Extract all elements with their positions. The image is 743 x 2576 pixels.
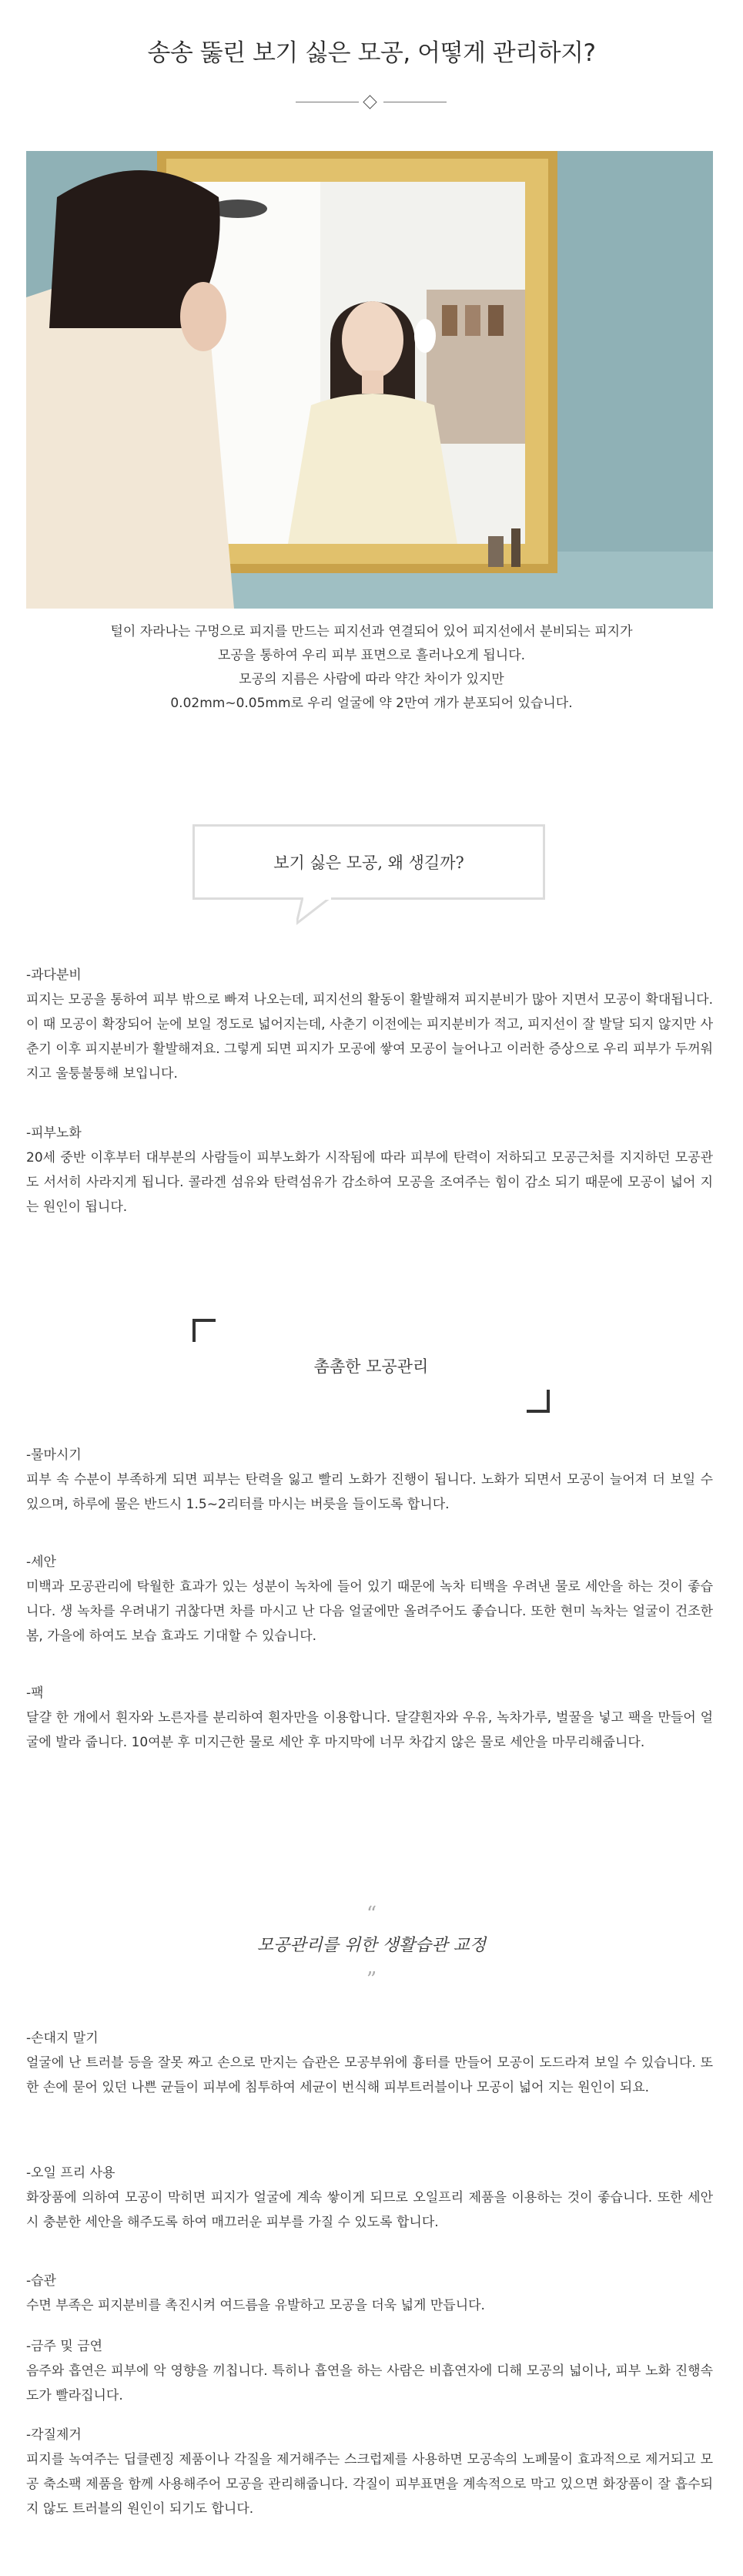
woman-mirror-illustration [26, 151, 713, 609]
cause-block [26, 963, 713, 1086]
care-block [26, 1681, 713, 1755]
corner-bracket-bottom-right [527, 1390, 550, 1413]
intro-line: 털이 자라나는 구멍으로 피지를 만드는 피지선과 연결되어 있어 피지선에서 분비되는 피지가 [110, 624, 633, 639]
habit-heading: -손대지 말기 [26, 2031, 99, 2046]
title-divider [296, 95, 447, 110]
habit-block [26, 2269, 713, 2318]
habit-block [26, 2423, 713, 2521]
section-heading-causes: 보기 싫은 모공, 왜 생길까? [273, 854, 464, 872]
care-heading: -물마시기 [26, 1447, 82, 1463]
cause-block [26, 1121, 713, 1219]
care-body: 피부 속 수분이 부족하게 되면 피부는 탄력을 잃고 빨리 노화가 진행이 됩니다. 노화가 되면서 모공이 늘어져 더 보일 수 있으며, 하루에 물은 반드시 1.5~2리터를 마시는 버릇을 들이도록 합니다. [26, 1472, 713, 1512]
habit-body: 피지를 녹여주는 딥클렌징 제품이나 각질을 제거해주는 스크럽제를 사용하면 모공속의 노폐물이 효과적으로 제거되고 모공 축소팩 제품을 함께 사용해주어 모공을 관리해줍니다. 각질이 피부표면을 계속적으로 막고 있으면 화장품이 잘 흡수되지 않도 트러블의 원인이 되기도 합니다. [26, 2452, 713, 2517]
cause-body: 피지는 모공을 통하여 피부 밖으로 빠져 나오는데, 피지선의 활동이 활발해져 피지분비가 많아 지면서 모공이 확대됩니다. 이 때 모공이 확장되어 눈에 보일 정도로 넓어지는데, 사춘기 이전에는 피지분비가 적고, 피지선이 잘 발달 되지 않지만 사춘기 이후 피지분비가 활발해져요. 그렇게 되면 피지가 모공에 쌓여 모공이 늘어나고 이러한 증상으로 우리 피부가 두꺼워 지고 울퉁불퉁해 보입니다. [26, 992, 713, 1082]
care-block [26, 1443, 713, 1517]
hero-photo [26, 151, 713, 609]
habit-heading: -오일 프리 사용 [26, 2165, 115, 2181]
habit-body: 얼굴에 난 트러블 등을 잘못 짜고 손으로 만지는 습관은 모공부위에 흉터를 만들어 모공이 도드라져 보일 수 있습니다. 또한 손에 묻어 있던 나쁜 균들이 피부에 침투하여 세균이 번식해 피부트러블이나 모공이 넓어 지는 원인이 되요. [26, 2055, 713, 2095]
habit-heading: -습관 [26, 2273, 56, 2289]
intro-line: 0.02mm~0.05mm로 우리 얼굴에 약 2만여 개가 분포되어 있습니다. [170, 696, 573, 711]
page-title: 송송 뚫린 보기 싫은 모공, 어떻게 관리하지? [147, 39, 596, 67]
habit-block [26, 2161, 713, 2235]
habit-body: 수면 부족은 피지분비를 촉진시켜 여드름을 유발하고 모공을 더욱 넓게 만듭니다. [26, 2298, 485, 2313]
diamond-icon [363, 95, 377, 109]
care-block [26, 1550, 713, 1649]
cause-heading: -과다분비 [26, 968, 82, 983]
care-body: 미백과 모공관리에 탁월한 효과가 있는 성분이 녹차에 들어 있기 때문에 녹차 티백을 우려낸 물로 세안을 하는 것이 좋습니다. 생 녹차를 우려내기 귀찮다면 차를 마시고 난 다음 얼굴에만 올려주어도 좋습니다. 또한 현미 녹차는 얼굴이 건조한 봄, 가을에 하여도 보습 효과도 기대할 수 있습니다. [26, 1579, 713, 1644]
habit-block [26, 2334, 713, 2408]
cause-body: 20세 중반 이후부터 대부분의 사람들이 피부노화가 시작됨에 따라 피부에 탄력이 저하되고 모공근처를 지지하던 모공관도 서서히 사라지게 됩니다. 콜라겐 섬유와 탄력섬유가 감소하여 모공을 조여주는 힘이 감소 되기 때문에 모공이 넓어 지는 원인이 됩니다. [26, 1150, 713, 1215]
section-heading-habits: 모공관리를 위한 생활습관 교정 [256, 1936, 487, 1955]
habit-body: 음주와 흡연은 피부에 악 영향을 끼칩니다. 특히나 흡연을 하는 사람은 비흡연자에 디해 모공의 넓이나, 피부 노화 진행속도가 빨라집니다. [26, 2363, 713, 2403]
intro-line: 모공을 통하여 우리 피부 표면으로 흘러나오게 됩니다. [217, 648, 526, 663]
section-heading-care: 촘촘한 모공관리 [313, 1357, 429, 1376]
close-quote-icon: ” [366, 1968, 377, 1991]
speech-bubble-tail-icon [296, 897, 332, 925]
cause-heading: -피부노화 [26, 1125, 82, 1141]
care-heading: -팩 [26, 1685, 44, 1701]
intro-text [0, 620, 743, 716]
habit-body: 화장품에 의하여 모공이 막히면 피지가 얼굴에 계속 쌓이게 되므로 오일프리 제품을 이용하는 것이 좋습니다. 또한 세안 시 충분한 세안을 해주도록 하여 매끄러운 피부를 가질 수 있도록 합니다. [26, 2190, 713, 2230]
care-heading: -세안 [26, 1555, 56, 1570]
speech-bubble-heading [192, 824, 545, 900]
habit-heading: -각질제거 [26, 2427, 82, 2443]
intro-line: 모공의 지름은 사람에 따라 약간 차이가 있지만 [239, 672, 504, 687]
habit-block [26, 2026, 713, 2100]
care-heading-box [192, 1319, 550, 1413]
care-body: 달걀 한 개에서 흰자와 노른자를 분리하여 흰자만을 이용합니다. 달걀흰자와 우유, 녹차가루, 벌꿀을 넣고 팩을 만들어 얼굴에 발라 줍니다. 10여분 후 미지근한 물로 세안 후 마지막에 너무 차갑지 않은 물로 세안을 마무리해줍니다. [26, 1710, 713, 1750]
open-quote-icon: “ [366, 1903, 377, 1926]
habit-heading: -금주 및 금연 [26, 2339, 103, 2354]
